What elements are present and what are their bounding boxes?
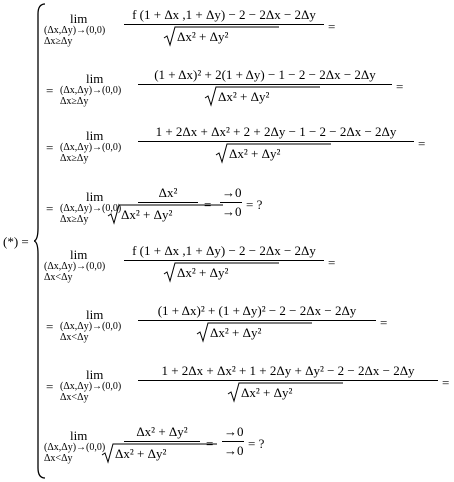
row-suffix-4: =	[328, 255, 336, 270]
arrow-zero-top-7: →0	[224, 424, 244, 439]
arrow-zero-bottom-7: →0	[224, 443, 244, 458]
limit-fraction-bar-7	[222, 441, 244, 442]
fraction-bar-3	[138, 202, 198, 203]
row-suffix-1: =	[396, 79, 404, 94]
lim-label-4: lim	[70, 247, 88, 262]
row-prefix-3: =	[46, 201, 54, 216]
row-prefix-5: =	[46, 319, 54, 334]
numerator-5: (1 + Δx)² + (1 + Δy)² − 2 − 2Δx − 2Δy	[157, 303, 357, 318]
denominator-2-text: Δx² + Δy²	[229, 146, 281, 161]
fraction-bar-0	[124, 24, 324, 25]
denominator-3-text: Δx² + Δy²	[121, 207, 173, 222]
lim-condition-1: Δx≥Δy	[60, 96, 89, 107]
lim-approach-2: (Δx,Δy)→(0,0)	[60, 142, 122, 153]
row-suffix-0: =	[328, 19, 336, 34]
lim-label-1: lim	[86, 71, 104, 86]
row-prefix-1: =	[46, 83, 54, 98]
lim-label-0: lim	[70, 11, 88, 26]
lim-label-2: lim	[86, 128, 104, 143]
fraction-bar-2	[138, 141, 414, 142]
lim-condition-2: Δx≥Δy	[60, 153, 89, 164]
lim-approach-4: (Δx,Δy)→(0,0)	[44, 261, 106, 272]
denominator-5-text: Δx² + Δy²	[210, 325, 262, 340]
limit-fraction-bar-3	[220, 202, 242, 203]
lim-condition-3: Δx≥Δy	[60, 214, 89, 225]
denominator-0-text: Δx² + Δy²	[177, 29, 229, 44]
lim-condition-5: Δx<Δy	[60, 332, 89, 343]
row-prefix-2: =	[46, 140, 54, 155]
lim-condition-4: Δx<Δy	[44, 272, 73, 283]
equals-3: =	[204, 197, 212, 212]
arrow-zero-top-3: →0	[222, 185, 242, 200]
fraction-bar-6	[138, 380, 438, 381]
lim-approach-5: (Δx,Δy)→(0,0)	[60, 321, 122, 332]
denominator-1-text: Δx² + Δy²	[218, 89, 270, 104]
lim-label-5: lim	[86, 307, 104, 322]
lim-approach-3: (Δx,Δy)→(0,0)	[60, 203, 122, 214]
fraction-bar-4	[124, 260, 324, 261]
lim-label-7: lim	[70, 428, 88, 443]
lim-approach-0: (Δx,Δy)→(0,0)	[44, 25, 106, 36]
fraction-bar-5	[138, 320, 376, 321]
lim-label-3: lim	[86, 189, 104, 204]
lim-condition-6: Δx<Δy	[60, 392, 89, 403]
numerator-0: f (1 + Δx ,1 + Δy) − 2 − 2Δx − 2Δy	[132, 7, 316, 22]
numerator-6: 1 + 2Δx + Δx² + 1 + 2Δy + Δy² − 2 − 2Δx − 2Δy	[161, 363, 415, 378]
numerator-1: (1 + Δx)² + 2(1 + Δy) − 1 − 2 − 2Δx − 2Δy	[154, 67, 376, 82]
system-label: (*) =	[3, 234, 29, 249]
denominator-7-text: Δx² + Δy²	[115, 446, 167, 461]
numerator-7: Δx² + Δy²	[136, 424, 188, 439]
lim-approach-1: (Δx,Δy)→(0,0)	[60, 85, 122, 96]
lim-approach-6: (Δx,Δy)→(0,0)	[60, 381, 122, 392]
lim-approach-7: (Δx,Δy)→(0,0)	[44, 442, 106, 453]
lim-condition-0: Δx≥Δy	[44, 36, 73, 47]
numerator-3: Δx²	[158, 185, 178, 200]
row-prefix-6: =	[46, 379, 54, 394]
arrow-zero-bottom-3: →0	[222, 204, 242, 219]
row-suffix-5: =	[380, 315, 388, 330]
question-7: = ?	[248, 436, 265, 451]
lim-condition-7: Δx<Δy	[44, 453, 73, 464]
left-brace	[34, 0, 46, 482]
fraction-bar-7	[124, 441, 200, 442]
numerator-4: f (1 + Δx ,1 + Δy) − 2 − 2Δx − 2Δy	[132, 243, 316, 258]
row-suffix-2: =	[418, 136, 426, 151]
denominator-6-text: Δx² + Δy²	[241, 385, 293, 400]
numerator-2: 1 + 2Δx + Δx² + 2 + 2Δy − 1 − 2 − 2Δx − 2Δy	[155, 124, 397, 139]
denominator-4-text: Δx² + Δy²	[177, 265, 229, 280]
lim-label-6: lim	[86, 367, 104, 382]
row-suffix-6: =	[442, 375, 450, 390]
equals-7: =	[206, 436, 214, 451]
fraction-bar-1	[138, 84, 392, 85]
question-3: = ?	[246, 197, 263, 212]
